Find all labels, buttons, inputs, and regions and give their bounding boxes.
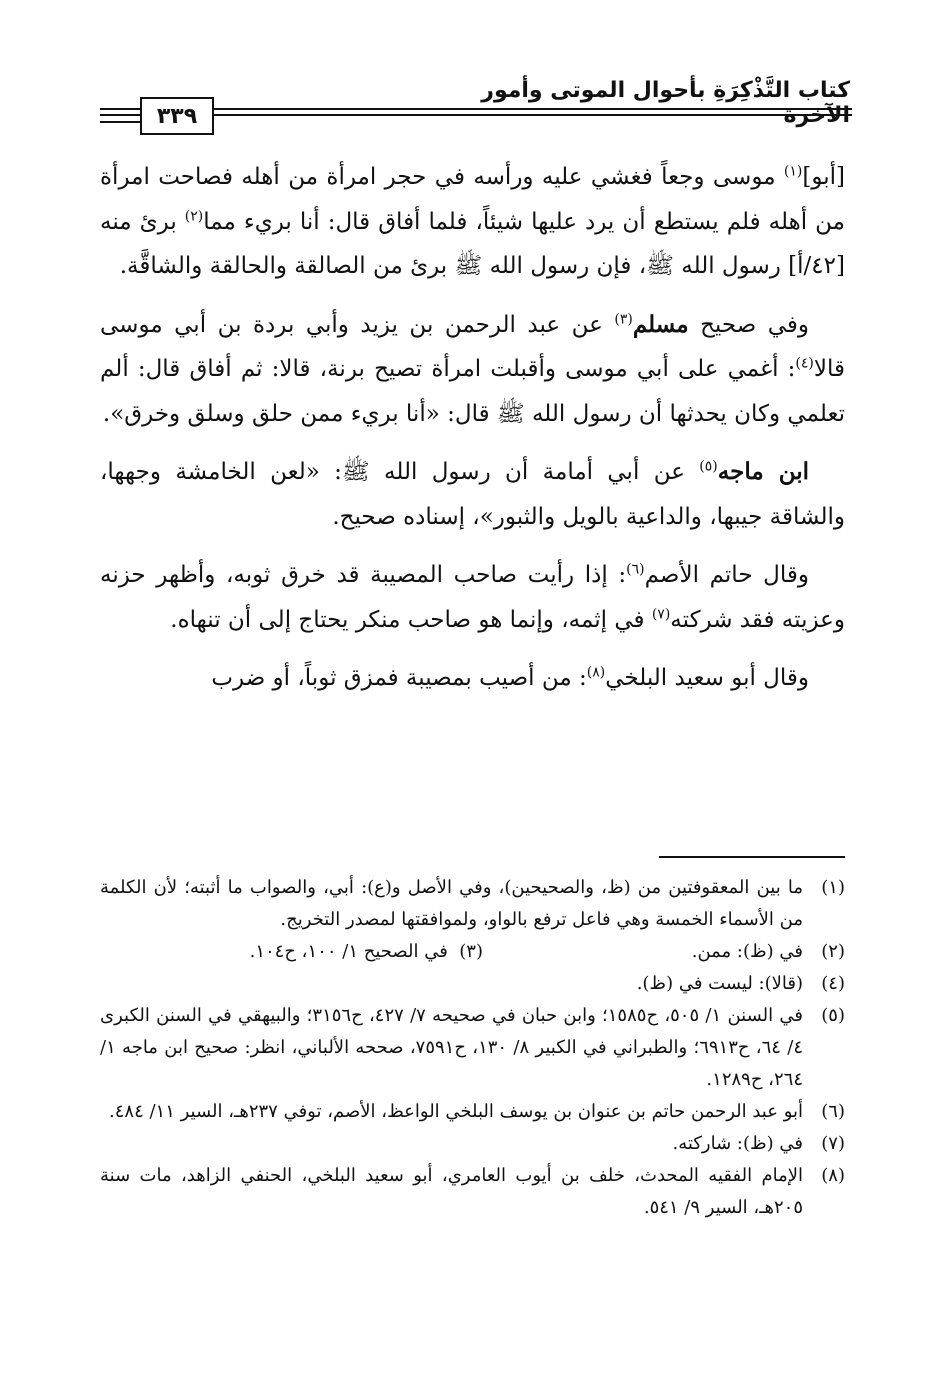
text-run: وقال حاتم الأصم [644,562,809,588]
text-run: برئ منه [٤٢/أ] رسول الله ﷺ، فإن رسول الله ﷺ برئ من الصالقة والحالقة والشاقَّة. [100,208,845,279]
paragraph-5 [100,656,845,701]
footnote-number: (٨) [821,1165,845,1186]
text-run: : إذا رأيت صاحب المصيبة قد خرق ثوبه، وأظهر حزنه وعزيته فقد شركته [100,562,845,633]
text-run: [أبو] [802,164,845,190]
footnote-4 [100,968,845,1000]
text-run: : أغمي على أبي موسى وأقبلت امرأة تصيح برنة، قالا: ثم أفاق قال: ألم تعلمي وكان يحدثها أن رسول الله ﷺ قال: «أنا بريء ممن حلق وسلق وخرق». [100,356,845,427]
footnote-number: (٥) [821,1005,845,1026]
footnote-ref: (٢) [184,207,204,224]
footnote-ref: (٣) [614,310,633,327]
footnote-text: في الصحيح ١/ ١٠٠، ح١٠٤. [249,941,448,962]
footnote-text: في (ظ): شاركته. [672,1133,803,1154]
paragraph-3 [100,450,845,539]
footnote-ref: (٦) [626,561,645,578]
main-text [100,155,845,715]
footnote-separator [659,856,845,858]
paragraph-2 [100,303,845,437]
source-name: ابن ماجه [717,458,809,485]
footnote-7 [100,1128,845,1160]
footnote-5 [100,1000,845,1096]
footnote-number: (١) [821,877,845,898]
footnote-1 [100,872,845,936]
footnote-6 [100,1096,845,1128]
footnote-ref: (٤) [795,355,814,372]
text-run: عن عبد الرحمن بن يزيد وأبي بردة بن أبي موسى قالا [100,311,845,382]
footnote-ref: (٨) [586,664,606,681]
text-run: وقال أبو سعيد البلخي [605,665,809,691]
footnote-number: (٣) [459,941,483,962]
text-run: وفي صحيح [688,311,809,338]
footnote-8 [100,1160,845,1224]
text-run: في إثمه، وإنما هو صاحب منكر يحتاج إلى أن تنهاه. [170,606,652,633]
paragraph-4 [100,553,845,642]
footnote-ref: (٥) [699,458,718,475]
text-run: : من أصيب بمصيبة فمزق ثوباً، أو ضرب [211,665,587,691]
footnote-text: في (ظ): ممن. [691,941,803,962]
book-title: كتاب التَّذْكِرَةِ بأحوال الموتى وأمور الآخرة [481,78,850,128]
footnote-number: (٤) [821,973,845,994]
footnote-text: الإمام الفقيه المحدث، خلف بن أيوب العامري، أبو سعيد البلخي، الحنفي الزاهد، مات سنة ٢٠٥هـ، السير ٩/ ٥٤١. [100,1165,803,1218]
footnote-number: (٢) [821,941,845,962]
footnote-text: (قالا): ليست في (ظ). [636,973,803,994]
footnote-number: (٦) [821,1101,845,1122]
text-run: موسى وجعاً فغشي عليه ورأسه في حجر امرأة من أهله فصاحت امرأة من أهله فلم يستطع أن يرد عليها شيئاً، فلما أفاق قال: أنا بريء مما [100,164,845,235]
footnote-number: (٧) [821,1133,845,1154]
footnote-ref: (١) [783,163,803,180]
footnotes [100,872,845,1224]
page-number: ٣٣٩ [140,97,214,135]
text-run: عن أبي أمامة أن رسول الله ﷺ: «لعن الخامشة وجهها، والشاقة جيبها، والداعية بالويل والثبور»، إسناده صحيح. [100,459,845,530]
footnote-2-3 [100,936,845,968]
footnote-text: ما بين المعقوفتين من (ظ، والصحيحين)، وفي الأصل و(ع): أبي، والصواب ما أثبته؛ لأن الكلمة من الأسماء الخمسة وهي فاعل ترفع بالواو، ولموافقتها لمصدر التخريج. [100,877,803,930]
paragraph-1 [100,155,845,289]
source-name: مسلم [632,310,689,338]
footnote-ref: (٧) [651,605,671,622]
footnote-row [100,936,803,968]
footnote-text: أبو عبد الرحمن حاتم بن عنوان بن يوسف البلخي الواعظ، الأصم، توفي ٢٣٧هـ، السير ١١/ ٤٨٤. [109,1101,803,1122]
footnote-text: في السنن ١/ ٥٠٥، ح١٥٨٥؛ وابن حبان في صحيحه ٧/ ٤٢٧، ح٣١٥٦؛ والبيهقي في السنن الكبرى ٤/ ٦٤، ح٦٩١٣؛ والطبراني في الكبير ٨/ ١٣٠، ح٧٥٩١، صححه الألباني، انظر: صحيح ابن ماجه ١/ ٢٦٤، ح١٢٨٩. [100,1005,803,1090]
